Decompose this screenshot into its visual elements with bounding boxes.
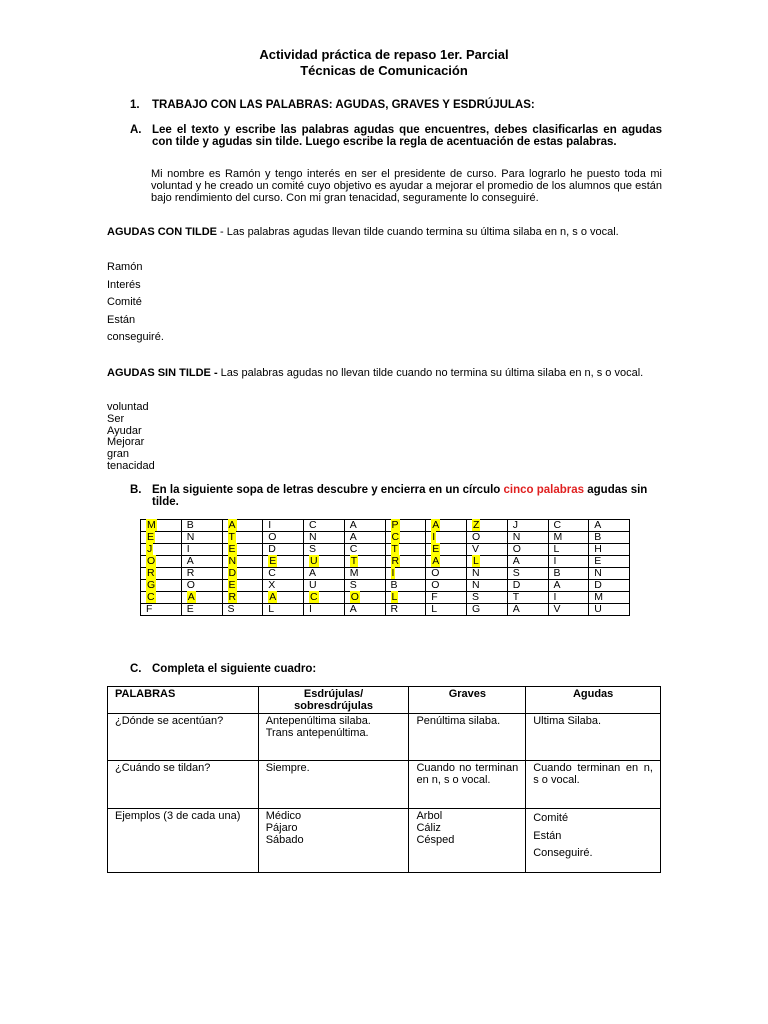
grid-letter: N: [472, 579, 480, 591]
grid-letter: A: [269, 591, 277, 603]
grid-letter: A: [512, 603, 520, 615]
grid-letter: H: [594, 543, 602, 555]
grid-cell: [304, 580, 345, 592]
grid-cell: [426, 604, 467, 616]
section-c-title: Completa el siguiente cuadro:: [152, 663, 317, 675]
grid-cell: [548, 604, 589, 616]
grid-letter: T: [391, 543, 398, 555]
grid-letter: S: [349, 579, 357, 591]
grid-letter: C: [147, 591, 155, 603]
grid-letter: M: [349, 567, 359, 579]
grid-cell: [467, 556, 508, 568]
grid-cell: [548, 544, 589, 556]
table-header-row: [108, 687, 661, 714]
list-item: Comité: [107, 296, 142, 308]
grid-letter: A: [349, 531, 357, 543]
grid-cell: [507, 520, 548, 532]
grid-cell: [426, 532, 467, 544]
grid-row: [141, 568, 630, 580]
grid-cell: [181, 556, 222, 568]
cell-line: Césped: [416, 834, 455, 846]
grid-letter: V: [472, 543, 480, 555]
grid-row: [141, 604, 630, 616]
section-b-instruction: [130, 484, 662, 508]
table-header: Graves: [409, 687, 526, 714]
grid-letter: L: [268, 603, 275, 615]
grid-cell: [467, 592, 508, 604]
grid-cell: [507, 556, 548, 568]
grid-letter: X: [268, 579, 276, 591]
grid-letter: L: [391, 591, 398, 603]
agudas-con-tilde-rule: [107, 226, 662, 238]
grid-letter: N: [228, 555, 237, 567]
grid-letter: O: [268, 531, 277, 543]
grid-cell: [385, 532, 426, 544]
grid-cell: [304, 520, 345, 532]
grid-letter: I: [553, 555, 557, 567]
table-header: PALABRAS: [108, 687, 259, 714]
cell-line: Pájaro: [265, 822, 298, 834]
grid-letter: E: [228, 579, 236, 591]
grid-letter: T: [512, 591, 520, 603]
grid-cell: [589, 580, 630, 592]
grid-letter: M: [594, 591, 603, 603]
section-c-letter: C.: [130, 663, 142, 675]
table-cell: ¿Dónde se acentúan?: [108, 714, 259, 761]
grid-cell: [548, 568, 589, 580]
grid-cell: [263, 580, 304, 592]
grid-letter: L: [473, 555, 479, 567]
grid-letter: C: [309, 519, 317, 531]
grid-letter: C: [310, 591, 318, 603]
section-b-text-start: En la siguiente sopa de letras descubre y encierra en un círculo: [152, 484, 504, 496]
grid-cell: [507, 544, 548, 556]
grid-cell: [385, 592, 426, 604]
grid-letter: J: [512, 519, 518, 531]
table-cell: [258, 809, 409, 873]
grid-cell: [181, 604, 222, 616]
grid-letter: E: [228, 543, 236, 555]
section-b-text-end: agudas sin tilde.: [152, 484, 648, 508]
grid-cell: [344, 544, 385, 556]
agudas-con-tilde-text: - Las palabras agudas llevan tilde cuando termina su última silaba en n, s o vocal.: [217, 226, 619, 238]
cell-line: Cáliz: [416, 822, 441, 834]
grid-letter: A: [349, 603, 357, 615]
grid-cell: [507, 580, 548, 592]
section-b-text-red: cinco palabras: [503, 484, 585, 496]
grid-cell: [467, 580, 508, 592]
grid-cell: [426, 580, 467, 592]
grid-letter: A: [512, 555, 520, 567]
grid-letter: G: [147, 579, 156, 591]
grid-cell: [507, 532, 548, 544]
grid-cell: [344, 604, 385, 616]
table-cell: Penúltima silaba.: [409, 714, 526, 761]
list-item: Ayudar: [107, 424, 142, 437]
grid-cell: [385, 520, 426, 532]
grid-cell: [507, 604, 548, 616]
grid-letter: R: [391, 555, 400, 567]
reading-paragraph: Mi nombre es Ramón y tengo interés en ser el presidente de curso. Para lograrlo he puesto toda mi voluntad y he creado un comité cuyo objetivo es ayudar a mejorar el promedio de los alumnos que están bajo rendimiento del curso. Con mi gran tenacidad, seguramente lo conseguiré.: [151, 168, 662, 204]
grid-cell: [304, 568, 345, 580]
grid-letter: R: [228, 591, 237, 603]
grid-row: [141, 520, 630, 532]
table-cell: [526, 761, 661, 809]
grid-cell: [222, 532, 263, 544]
grid-letter: V: [553, 603, 561, 615]
grid-cell: [222, 580, 263, 592]
grid-cell: [548, 556, 589, 568]
agudas-con-tilde-label: AGUDAS CON TILDE: [107, 226, 217, 238]
grid-cell: [304, 604, 345, 616]
cell-line: Arbol: [416, 810, 443, 822]
grid-letter: I: [186, 543, 190, 555]
grid-letter: U: [309, 579, 317, 591]
grid-cell: [467, 568, 508, 580]
grid-cell: [263, 604, 304, 616]
grid-cell: [385, 568, 426, 580]
grid-letter: B: [186, 519, 194, 531]
grid-letter: D: [268, 543, 276, 555]
grid-letter: T: [228, 531, 235, 543]
grid-cell: [344, 580, 385, 592]
grid-cell: [589, 520, 630, 532]
grid-letter: O: [472, 531, 481, 543]
grid-letter: N: [594, 567, 602, 579]
grid-cell: [507, 592, 548, 604]
grid-cell: [344, 556, 385, 568]
grid-letter: M: [147, 519, 156, 531]
grid-letter: C: [553, 519, 562, 531]
grid-letter: A: [309, 567, 317, 579]
grid-letter: F: [431, 591, 438, 603]
grid-letter: E: [594, 555, 602, 567]
grid-letter: A: [553, 579, 561, 591]
list-item: Ramón: [107, 261, 143, 273]
agudas-sin-tilde-label: AGUDAS SIN TILDE -: [107, 367, 218, 379]
grid-letter: M: [553, 531, 563, 543]
grid-cell: [181, 544, 222, 556]
grid-letter: D: [594, 579, 602, 591]
grid-cell: [548, 520, 589, 532]
grid-letter: D: [228, 567, 237, 579]
grid-letter: R: [186, 567, 195, 579]
cell-line: Cuando terminan en n, s o vocal.: [533, 762, 653, 786]
cell-line: Están: [533, 829, 562, 842]
grid-cell: [304, 544, 345, 556]
list-item: Interés: [107, 278, 141, 291]
grid-cell: [263, 592, 304, 604]
grid-cell: [548, 592, 589, 604]
grid-row: [141, 580, 630, 592]
grid-letter: F: [146, 603, 153, 615]
cell-line: Conseguiré.: [533, 847, 593, 859]
grid-letter: C: [268, 567, 276, 579]
grid-cell: [344, 532, 385, 544]
cell-line: Médico: [265, 810, 302, 822]
grid-cell: [263, 556, 304, 568]
table-cell: ¿Cuándo se tildan?: [108, 761, 259, 809]
list-item: Ser: [107, 412, 125, 425]
agudas-con-tilde-list: [107, 259, 164, 347]
grid-cell: [181, 568, 222, 580]
table-header: Agudas: [526, 687, 661, 714]
list-item: tenacidad: [107, 459, 155, 472]
section-a-letter: A.: [130, 124, 142, 136]
grid-letter: O: [431, 567, 440, 579]
grid-cell: [304, 532, 345, 544]
grid-cell: [589, 568, 630, 580]
grid-letter: A: [432, 555, 440, 567]
grid-cell: [385, 580, 426, 592]
list-item: Mejorar: [107, 436, 145, 449]
agudas-sin-tilde-rule: [107, 367, 662, 379]
document-subtitle: Técnicas de Comunicación: [300, 63, 468, 78]
list-item: Están: [107, 313, 136, 326]
grid-cell: [426, 544, 467, 556]
grid-letter: I: [553, 591, 557, 603]
grid-letter: A: [186, 555, 194, 567]
table-cell: [409, 761, 526, 809]
grid-cell: [304, 556, 345, 568]
cell-line: Comité: [533, 812, 569, 824]
grid-letter: P: [391, 519, 399, 531]
grid-cell: [181, 592, 222, 604]
grid-cell: [385, 556, 426, 568]
grid-cell: [222, 520, 263, 532]
table-header: Esdrújulas/ sobresdrújulas: [258, 687, 409, 714]
table-row: [108, 714, 661, 761]
grid-cell: [263, 520, 304, 532]
grid-cell: [589, 556, 630, 568]
grid-cell: [141, 592, 182, 604]
grid-cell: [426, 520, 467, 532]
grid-letter: N: [309, 531, 317, 543]
grid-cell: [344, 592, 385, 604]
grid-cell: [141, 556, 182, 568]
grid-cell: [141, 544, 182, 556]
grid-cell: [589, 544, 630, 556]
grid-letter: O: [147, 555, 156, 567]
grid-letter: N: [472, 567, 480, 579]
grid-cell: [426, 568, 467, 580]
table-cell: Siempre.: [258, 761, 409, 809]
grid-cell: [141, 520, 182, 532]
cell-line: Sábado: [265, 834, 304, 846]
grid-letter: O: [186, 579, 195, 591]
grid-cell: [589, 604, 630, 616]
grid-letter: L: [431, 603, 438, 615]
grid-letter: I: [391, 567, 395, 579]
grid-row: [141, 544, 630, 556]
section-a-text: Lee el texto y escribe las palabras agudas que encuentres, debes clasificarlas en agudas con tilde y agudas sin tilde. Luego escribe la regla de acentuación de estas palabras.: [152, 124, 662, 148]
grid-letter: C: [349, 543, 358, 555]
grid-letter: A: [228, 519, 236, 531]
grid-cell: [141, 580, 182, 592]
grid-row: [141, 556, 630, 568]
grid-letter: I: [432, 531, 436, 543]
grid-cell: [263, 544, 304, 556]
grid-letter: O: [431, 579, 440, 591]
grid-letter: U: [310, 555, 318, 567]
grid-cell: [181, 532, 222, 544]
grid-cell: [181, 520, 222, 532]
grid-letter: E: [269, 555, 277, 567]
grid-cell: [548, 580, 589, 592]
grid-letter: D: [512, 579, 521, 591]
grid-letter: S: [309, 543, 317, 555]
grid-letter: S: [472, 591, 480, 603]
grid-cell: [507, 568, 548, 580]
grid-letter: N: [186, 531, 195, 543]
grid-cell: [141, 568, 182, 580]
grid-cell: [589, 592, 630, 604]
grid-letter: A: [432, 519, 440, 531]
grid-letter: E: [186, 603, 194, 615]
table-cell: Ultima Silaba.: [526, 714, 661, 761]
grid-letter: E: [432, 543, 440, 555]
grid-cell: [222, 544, 263, 556]
cell-line: Cuando no terminan en n, s o vocal.: [416, 762, 519, 786]
table-cell: [409, 809, 526, 873]
grid-cell: [385, 604, 426, 616]
grid-cell: [467, 532, 508, 544]
section-a-instruction: [130, 124, 662, 148]
list-item: conseguiré.: [107, 331, 164, 343]
grid-letter: J: [147, 543, 153, 555]
grid-letter: C: [391, 531, 400, 543]
grid-row: [141, 592, 630, 604]
grid-letter: S: [227, 603, 235, 615]
summary-table: [107, 686, 661, 873]
document-title: Actividad práctica de repaso 1er. Parcial: [259, 47, 509, 62]
grid-cell: [141, 532, 182, 544]
table-cell: Ejemplos (3 de cada una): [108, 809, 259, 873]
grid-letter: O: [512, 543, 521, 555]
table-row: [108, 809, 661, 873]
grid-cell: [344, 568, 385, 580]
grid-letter: N: [512, 531, 521, 543]
section-c-heading: [130, 663, 316, 675]
grid-cell: [222, 592, 263, 604]
grid-cell: [385, 544, 426, 556]
grid-cell: [263, 568, 304, 580]
agudas-sin-tilde-list: [107, 402, 155, 473]
table-row: [108, 761, 661, 809]
grid-cell: [344, 520, 385, 532]
section-1-title: TRABAJO CON LAS PALABRAS: AGUDAS, GRAVES Y ESDRÚJULAS:: [152, 99, 535, 111]
grid-letter: U: [594, 603, 602, 615]
list-item: gran: [107, 448, 130, 461]
grid-cell: [467, 520, 508, 532]
grid-cell: [548, 532, 589, 544]
section-b-letter: B.: [130, 484, 142, 496]
grid-cell: [222, 604, 263, 616]
grid-cell: [263, 532, 304, 544]
grid-letter: B: [594, 531, 602, 543]
grid-letter: A: [187, 591, 195, 603]
grid-row: [141, 532, 630, 544]
grid-letter: A: [594, 519, 602, 531]
grid-letter: R: [390, 603, 399, 615]
grid-cell: [181, 580, 222, 592]
grid-cell: [467, 544, 508, 556]
table-cell: [258, 714, 409, 761]
grid-cell: [222, 556, 263, 568]
section-1-number: 1.: [130, 99, 140, 111]
grid-letter: T: [350, 555, 358, 567]
agudas-sin-tilde-text: Las palabras agudas no llevan tilde cuando no termina su última silaba en n, s o vocal.: [217, 367, 644, 379]
grid-cell: [304, 592, 345, 604]
grid-cell: [467, 604, 508, 616]
grid-cell: [426, 592, 467, 604]
cell-line: Trans antepenúltima.: [265, 727, 369, 739]
grid-letter: E: [147, 531, 155, 543]
grid-cell: [589, 532, 630, 544]
grid-letter: I: [268, 519, 272, 531]
grid-cell: [141, 604, 182, 616]
grid-letter: B: [390, 579, 398, 591]
grid-letter: I: [309, 603, 312, 615]
grid-cell: [222, 568, 263, 580]
grid-letter: A: [349, 519, 357, 531]
grid-letter: O: [350, 591, 359, 603]
table-cell: [526, 809, 661, 873]
grid-letter: Z: [473, 519, 480, 531]
grid-letter: R: [147, 567, 155, 579]
word-search-grid: [140, 519, 630, 616]
grid-cell: [426, 556, 467, 568]
grid-letter: L: [553, 543, 560, 555]
section-1-heading: [130, 99, 535, 111]
grid-letter: S: [512, 567, 520, 579]
grid-letter: B: [553, 567, 561, 579]
list-item: voluntad: [107, 401, 149, 413]
cell-line: Antepenúltima silaba.: [265, 715, 371, 727]
grid-letter: G: [472, 603, 481, 615]
